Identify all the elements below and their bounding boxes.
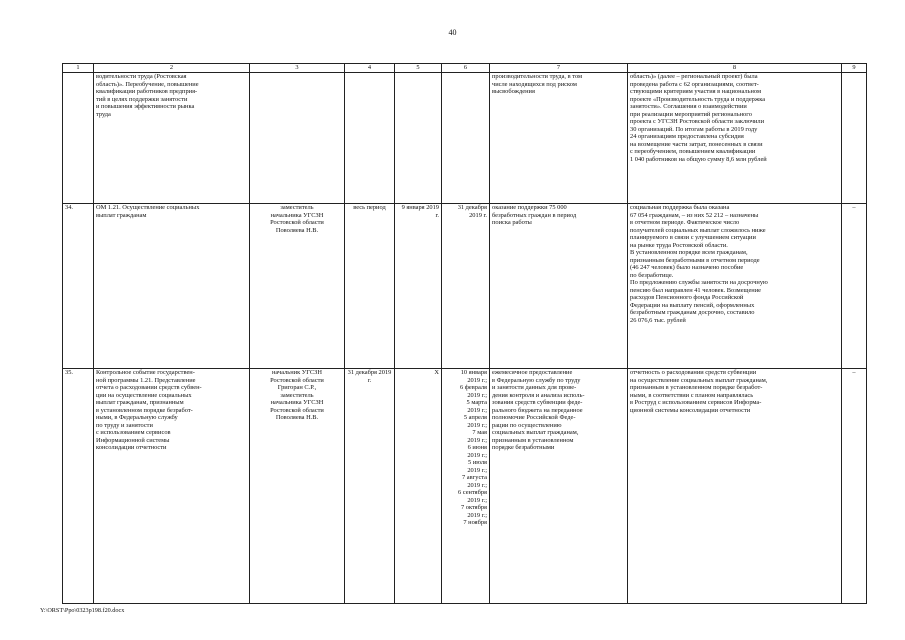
responsible-person-line: заместитель	[280, 391, 314, 399]
actual-result-line: получателей социальных выплат сложилось ниже	[630, 226, 766, 234]
actual-start: Х	[395, 369, 442, 604]
deadline-line: 5 марта	[466, 399, 487, 406]
actual-result-line: 67 054 гражданам, – из них 52 212 – назначены	[630, 211, 759, 219]
actual-result-line: 1 040 работников на общую сумму 8,6 млн рублей	[630, 155, 767, 163]
actual-result-line: на осуществление социальных выплат гражданам,	[630, 376, 768, 384]
deadline-line: 6 июня	[467, 444, 487, 451]
actual-result-line: в отчетном периоде. Фактическое число	[630, 219, 740, 226]
expected-result-line: социальных выплат гражданам,	[492, 429, 579, 436]
table-row	[63, 204, 867, 369]
deadline-line: 2019 г.	[469, 211, 487, 219]
measure-name-line: область)». Переобучение, повышение	[96, 80, 199, 88]
expected-result-line: и занятости данных для прове-	[492, 384, 577, 391]
measure-name-line: труда	[96, 110, 111, 118]
actual-result-line: проекта с УГСЗН Ростовской области заключили	[630, 118, 764, 125]
measure-name-line: ными, в Федеральную службу	[96, 414, 178, 421]
column-number-header: 4	[345, 64, 395, 73]
expected-result-line: рации по осуществлению	[492, 421, 562, 429]
measure-name-line: и повышения эффективности рынка	[96, 103, 195, 110]
measure-name-line: выплат гражданам, признанным	[96, 399, 184, 406]
column-number-header: 3	[250, 64, 345, 73]
deadline-line: 2019 г.;	[467, 496, 487, 504]
deadline-line: 2019 г.;	[467, 421, 487, 429]
deadline-line: 2019 г.;	[467, 376, 487, 384]
actual-result-line: ными, в соответствии с планом направлялась	[630, 391, 754, 399]
actual-result-line: (46 247 человек) было назначено пособие	[630, 264, 744, 271]
measure-name-line: ции на осуществление социальных	[96, 391, 192, 399]
actual-result-line: ционной системы консолидации отчетности	[630, 406, 751, 414]
deadline-line: 31 декабря	[457, 204, 487, 211]
actual-result-line: отчетность о расходовании средств субвенции	[630, 369, 757, 376]
actual-result-line: расходов Пенсионного фонда Российской	[630, 294, 744, 301]
actual-result-line: 26 076,6 тыс. рублей	[630, 316, 686, 324]
responsible-person-line: Григоран С.Р.,	[277, 384, 317, 391]
row-number	[63, 73, 94, 204]
planned-start: весь период	[345, 204, 395, 369]
expected-result-line: оказание поддержки 75 000	[492, 204, 567, 211]
expected-result-line: рального бюджета на переданное	[492, 406, 583, 414]
deadline-line: 5 апреля	[463, 414, 487, 421]
responsible-person-line: заместитель	[280, 204, 314, 211]
expected-result	[490, 204, 628, 369]
actual-result-line: социальная поддержка была оказана	[630, 204, 730, 211]
page-number: 40	[448, 28, 457, 37]
deadline-line: 2019 г.;	[467, 406, 487, 414]
expected-result-line: поиска работы	[492, 219, 532, 226]
deadline-line: 7 октября	[460, 504, 487, 511]
deadline-line: 6 сентября	[458, 489, 487, 496]
measure-name-line: Информационной системы	[96, 436, 170, 444]
measure-name-line: квалификации работников предприя-	[96, 88, 198, 95]
deadline-line: 7 мая	[472, 429, 487, 436]
expected-result-line: дения контроля и анализа исполь-	[492, 391, 585, 399]
deadline	[442, 73, 490, 204]
expected-result	[490, 369, 628, 604]
measure-name-line: отчета о расходовании средств субвен-	[96, 384, 202, 391]
responsible-person-line: начальник УГСЗН	[272, 369, 322, 376]
actual-result-line: планируемого в связи с улучшением ситуации	[630, 234, 756, 241]
measure-name-line: ной программы 1.21. Представление	[96, 376, 196, 384]
column-number-header: 7	[490, 64, 628, 73]
actual-result-line: 30 организаций. По итогам работы в 2019 году	[630, 125, 758, 133]
responsible-person-line: Поволяева Н.В.	[275, 414, 319, 421]
measure-name-line: с использованием сервисов	[96, 429, 171, 436]
actual-result-line: Федерации на выплату пенсий, оформленных	[630, 301, 755, 309]
actual-result-line: проведена работа с 62 организациями, соответ-	[630, 80, 759, 88]
actual-result	[628, 204, 842, 369]
responsible-person	[250, 369, 345, 604]
responsible-person	[250, 204, 345, 369]
column-number-header: 9	[842, 64, 867, 73]
deadline-line: 2019 г.;	[467, 391, 487, 399]
expected-result-line: зования средств субвенции феде-	[492, 399, 583, 406]
expected-result-line: безработных граждан в период	[492, 211, 577, 219]
note	[842, 73, 867, 204]
actual-result-line: пенсию был направлен 41 человек. Возмещение	[630, 286, 761, 294]
row-number: 34.	[63, 204, 94, 369]
actual-start: 9 января 2019 г.	[395, 204, 442, 369]
actual-result-line: на возмещение части затрат, понесенных в связи	[630, 140, 763, 148]
actual-result-line: признанным безработными в отчетном периоде	[630, 256, 760, 264]
expected-result-line: высвобождения	[492, 88, 535, 95]
measure-name-line: выплат гражданам	[96, 211, 147, 219]
actual-start	[395, 73, 442, 204]
actual-result-line: В установленном порядке всем гражданам,	[630, 249, 748, 256]
deadline	[442, 204, 490, 369]
column-number-header: 6	[442, 64, 490, 73]
planned-start	[345, 73, 395, 204]
measure-name-line: водительности труда (Ростовская	[96, 73, 187, 80]
deadline-line: 2019 г.;	[467, 511, 487, 519]
actual-result-line: область)» (далее – региональный проект) была	[630, 73, 758, 80]
actual-result-line: занятости». Соглашения о взаимодействии	[630, 103, 747, 110]
note: –	[842, 369, 867, 604]
responsible-person-line: Ростовской области	[270, 406, 324, 414]
table-row	[63, 369, 867, 604]
actual-result	[628, 73, 842, 204]
measure-name-line: тий в целях поддержки занятости	[96, 95, 188, 103]
expected-result-line: ежемесячное предоставление	[492, 369, 573, 376]
column-number-header: 2	[94, 64, 250, 73]
column-number-header: 5	[395, 64, 442, 73]
measure-name-line: Контрольное событие государствен-	[96, 369, 195, 376]
expected-result-line: признанным в установленном	[492, 436, 574, 444]
responsible-person-line: Поволяева Н.В.	[275, 226, 319, 234]
actual-result-line: с переобучением, повышением квалификации	[630, 148, 756, 155]
measure-name-line: в установленном порядке безработ-	[96, 406, 193, 414]
responsible-person-line: начальника УГСЗН	[270, 399, 324, 406]
measure-name-line: консолидации отчетности	[96, 444, 167, 451]
actual-result-line: 24 организациям предоставлена субсидия	[630, 133, 744, 140]
actual-result-line: при реализации мероприятий регионального	[630, 110, 752, 118]
measure-name	[94, 73, 250, 204]
deadline-line: 7 ноября	[463, 519, 487, 526]
responsible-person	[250, 73, 345, 204]
actual-result-line: ствующими критериям участия в национальном	[630, 88, 762, 95]
column-number-header: 1	[63, 64, 94, 73]
actual-result-line: безработным гражданам досрочно, составило	[630, 309, 755, 316]
note: –	[842, 204, 867, 369]
deadline-line: 2019 г.;	[467, 451, 487, 459]
responsible-person-line: Ростовской области	[270, 219, 324, 226]
column-number-row	[63, 64, 867, 73]
file-path-footer: Y:\ORST\Ppo\0323p198.f20.docx	[40, 607, 125, 614]
measure-name-line: ОМ 1.21. Осуществление социальных	[96, 204, 200, 211]
measure-name	[94, 204, 250, 369]
measure-name-line: по труду и занятости	[96, 421, 153, 429]
planned-start: 31 декабря 2019 г.	[345, 369, 395, 604]
deadline-line: 10 января	[460, 369, 487, 376]
table-row	[63, 73, 867, 204]
deadline-line: 5 июля	[468, 459, 487, 466]
responsible-person-line: начальника УГСЗН	[270, 211, 324, 219]
responsible-person-line: Ростовской области	[270, 376, 324, 384]
deadline-line: 2019 г.;	[467, 481, 487, 489]
deadline-line: 2019 г.;	[467, 436, 487, 444]
deadline-line: 2019 г.;	[467, 466, 487, 474]
actual-result-line: на рынке труда Ростовской области.	[630, 241, 728, 249]
expected-result-line: порядке безработными	[492, 444, 555, 451]
report-table	[62, 63, 867, 604]
expected-result-line: числе находящихся под риском	[492, 80, 577, 88]
expected-result-line: производительности труда, в том	[492, 73, 583, 80]
actual-result	[628, 369, 842, 604]
expected-result-line: полномочие Российской Феде-	[492, 414, 576, 421]
expected-result-line: в Федеральную службу по труду	[492, 376, 581, 384]
actual-result-line: По предложению службы занятости на досрочную	[630, 279, 768, 286]
deadline-line: 7 августа	[461, 474, 487, 481]
row-number: 35.	[63, 369, 94, 604]
measure-name	[94, 369, 250, 604]
deadline	[442, 369, 490, 604]
actual-result-line: в Роструд с использованием сервисов Информа-	[630, 399, 762, 406]
deadline-line: 6 февраля	[459, 384, 487, 391]
column-number-header: 8	[628, 64, 842, 73]
actual-result-line: по безработице.	[630, 271, 674, 279]
actual-result-line: признанным в установленном порядке безработ-	[630, 384, 763, 391]
expected-result	[490, 73, 628, 204]
actual-result-line: проекте «Производительность труда и поддержка	[630, 95, 766, 103]
